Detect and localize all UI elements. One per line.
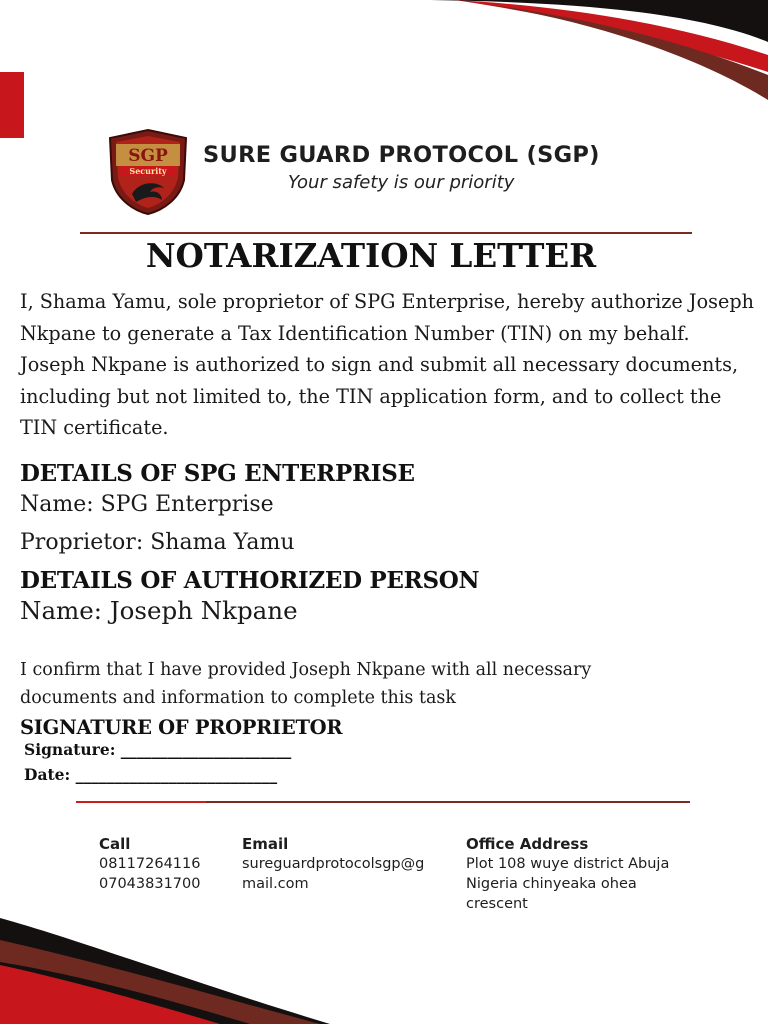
- intro-paragraph: I, Shama Yamu, sole proprietor of SPG Enterprise, hereby authorize Joseph Nkpane to generate a Tax Identification Number (TIN) on my behalf. Joseph Nkpane is authorized to sign and submit all necessary documents, including but not limited to, the TIN application form, and to collect the TIN certificate.: [20, 290, 754, 439]
- authorized-name: Name: Joseph Nkpane: [20, 596, 298, 625]
- enterprise-heading: DETAILS OF SPG ENTERPRISE: [20, 460, 415, 487]
- document-title: NOTARIZATION LETTER: [145, 236, 597, 275]
- enterprise-name: Name: SPG Enterprise: [20, 492, 274, 517]
- logo-letters: SGP: [128, 146, 168, 166]
- sgp-shield-logo-icon: [106, 128, 190, 216]
- contact-call: [99, 834, 200, 894]
- header-divider: [80, 232, 692, 234]
- office-line-3: crescent: [466, 896, 528, 912]
- office-label: Office Address: [466, 835, 589, 853]
- authorized-heading: DETAILS OF AUTHORIZED PERSON: [20, 567, 480, 594]
- signature-heading: SIGNATURE OF PROPRIETOR: [20, 716, 343, 739]
- phone-2: 07043831700: [99, 876, 201, 892]
- office-line-2: Nigeria chinyeaka ohea: [466, 876, 637, 892]
- office-line-1: Plot 108 wuye district Abuja: [466, 856, 670, 872]
- footer-divider-accent: [76, 801, 206, 803]
- signature-line: Signature: ______________________: [24, 740, 292, 759]
- contact-email: [242, 834, 424, 894]
- confirmation-text: I confirm that I have provided Joseph Nkpane with all necessary documents and information to complete this task: [20, 660, 592, 708]
- call-label: Call: [99, 835, 131, 853]
- date-line: Date: __________________________: [24, 765, 278, 784]
- contact-office: [466, 834, 669, 914]
- enterprise-proprietor: Proprietor: Shama Yamu: [20, 530, 295, 555]
- email-line-2: mail.com: [242, 876, 309, 892]
- brand-tagline: Your safety is our priority: [288, 172, 515, 193]
- brand-name: SURE GUARD PROTOCOL (SGP): [203, 142, 600, 168]
- phone-1: 08117264116: [99, 856, 201, 872]
- logo-subtext: Security: [129, 166, 167, 176]
- email-label: Email: [242, 835, 289, 853]
- left-red-tab: [0, 72, 24, 138]
- email-line-1: sureguardprotocolsgp@g: [242, 856, 425, 872]
